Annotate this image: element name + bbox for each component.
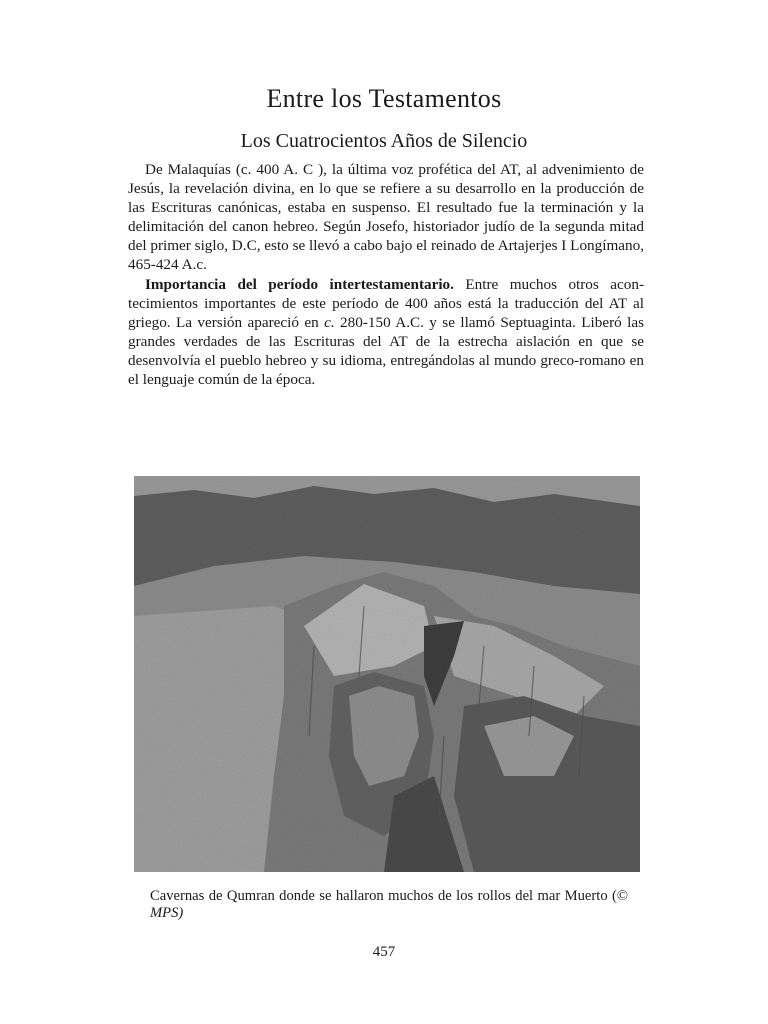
photo-caption xyxy=(150,888,628,922)
page-title: Entre los Testamentos xyxy=(266,84,502,113)
caption-text: Cavernas de Qumran donde se hallaron muchos de los rollos del mar Muerto (© xyxy=(150,888,628,904)
paragraph-2-heading: Importancia del período intertestamentario. xyxy=(145,275,454,293)
paragraph-1: De Malaquías (c. 400 A. C ), la última voz profética del AT, al advenimiento de Jesús, la revelación divina, en lo que se refiere a su desarrollo en la producción de las Escrituras canónicas, estaba en suspenso. El resultado fue la terminación y la delimitación del canon hebreo. Según Josefo, historiador judío de la segunda mitad del primer siglo, D.C, esto se llevó a cabo bajo el reinado de Artajerjes I Longímano, 465-424 A.c. xyxy=(128,161,644,274)
body-text xyxy=(128,160,644,389)
caption-credit: MPS) xyxy=(150,905,184,921)
paragraph-2-text-end: 280-150 A.C. y se llamó Septuaginta. Liberó las grandes verdades de las Escrituras del AT de la estrecha aislación en que se desenvolvía el pueblo hebreo y su idioma, entregándolas al mundo greco-romano en el lenguaje común de la época. xyxy=(128,313,644,389)
qumran-caves-photo xyxy=(134,476,640,872)
page-number: 457 xyxy=(372,944,396,960)
paragraph-2-italic: c. xyxy=(324,313,335,331)
section-subtitle: Los Cuatrocientos Años de Silencio xyxy=(240,130,528,152)
paragraph-2 xyxy=(128,275,644,390)
paragraph-2-text: Entre muchos otros acontecimientos importantes de este período de 400 años está la traducción del AT al griego. La versión apareció en xyxy=(128,275,644,331)
